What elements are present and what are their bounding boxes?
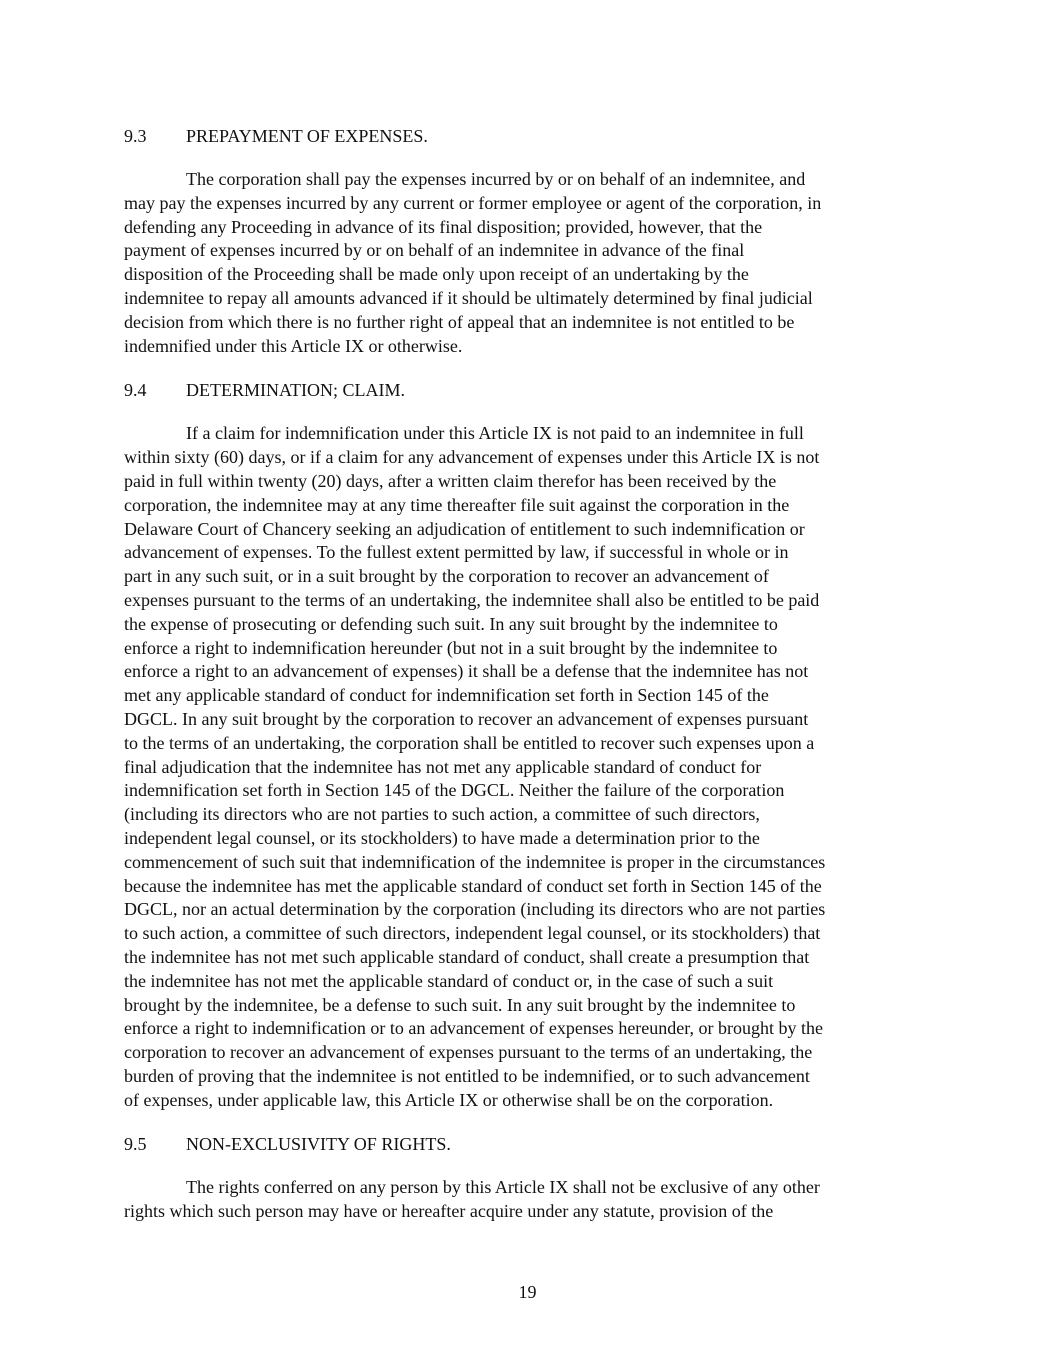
- section-title: PREPAYMENT OF EXPENSES.: [186, 126, 428, 146]
- section-paragraph: The corporation shall pay the expenses incurred by or on behalf of an indemnitee, and may pay the expenses incurred by any current or former employee or agent of the corporation, in defending any Proceeding in advance of its final disposition; provided, however, that the payment of expenses incurred by or on behalf of an indemnitee in advance of the final disposition of the Proceeding shall be made only upon receipt of an undertaking by the indemnitee to repay all amounts advanced if it should be ultimately determined by final judicial decision from which there is no further right of appeal that an indemnitee is not entitled to be indemnified under this Article IX or otherwise.: [124, 169, 822, 356]
- page-number: 19: [518, 1282, 537, 1302]
- section-heading: [124, 378, 934, 402]
- section-number: 9.3: [124, 126, 147, 146]
- section-paragraph: The rights conferred on any person by this Article IX shall not be exclusive of any other rights which such person may have or hereafter acquire under any statute, provision of the: [124, 1177, 820, 1222]
- section-number: 9.5: [124, 1134, 147, 1155]
- section-heading: [124, 124, 934, 148]
- section-title: DETERMINATION; CLAIM.: [186, 380, 405, 401]
- section-paragraph: If a claim for indemnification under this Article IX is not paid to an indemnitee in full within sixty (60) days, or if a claim for any advancement of expenses under this Article IX is not paid in full within twenty (20) days, after a written claim therefor has been received by the corporation, the indemnitee may at any time thereafter file suit against the corporation in the Delaware Court of Chancery seeking an adjudication of entitlement to such indemnification or advancement of expenses. To the fullest extent permitted by law, if successful in whole or in part in any such suit, or in a suit brought by the corporation to recover an advancement of expenses pursuant to the terms of an undertaking, the indemnitee shall also be entitled to be paid the expense of prosecuting or defending such suit. In any suit brought by the indemnitee to enforce a right to indemnification hereunder (but not in a suit brought by the indemnitee to enforce a right to an advancement of expenses) it shall be a defense that the indemnitee has not met any applicable standard of conduct for indemnification set forth in Section 145 of the DGCL. In any suit brought by the corporation to recover an advancement of expenses pursuant to the terms of an undertaking, the corporation shall be entitled to recover such expenses upon a final adjudication that the indemnitee has not met any applicable standard of conduct for indemnification set forth in Section 145 of the DGCL. Neither the failure of the corporation (including its directors who are not parties to such action, a committee of such directors, independent legal counsel, or its stockholders) to have made a determination prior to the commencement of such suit that indemnification of the indemnitee is proper in the circumstances because the indemnitee has met the applicable standard of conduct set forth in Section 145 of the DGCL, nor an actual determination by the corporation (including its directors who are not parties to such action, a committee of such directors, independent legal counsel, or its stockholders) that the indemnitee has not met such applicable standard of conduct, shall create a presumption that the indemnitee has not met the applicable standard of conduct or, in the case of such a suit brought by the indemnitee, be a defense to such suit. In any suit brought by the indemnitee to enforce a right to indemnification or to an advancement of expenses hereunder, or brought by the corporation to recover an advancement of expenses pursuant to the terms of an undertaking, the burden of proving that the indemnitee is not entitled to be indemnified, or to such advancement of expenses, under applicable law, this Article IX or otherwise shall be on the corporation.: [124, 423, 826, 1110]
- section-9-5: [124, 1132, 934, 1224]
- document-page: [124, 124, 934, 1244]
- section-title: NON-EXCLUSIVITY OF RIGHTS.: [186, 1134, 451, 1155]
- section-9-3: [124, 124, 934, 358]
- section-9-4: [124, 378, 934, 1112]
- section-heading: [124, 1132, 934, 1156]
- section-number: 9.4: [124, 380, 147, 401]
